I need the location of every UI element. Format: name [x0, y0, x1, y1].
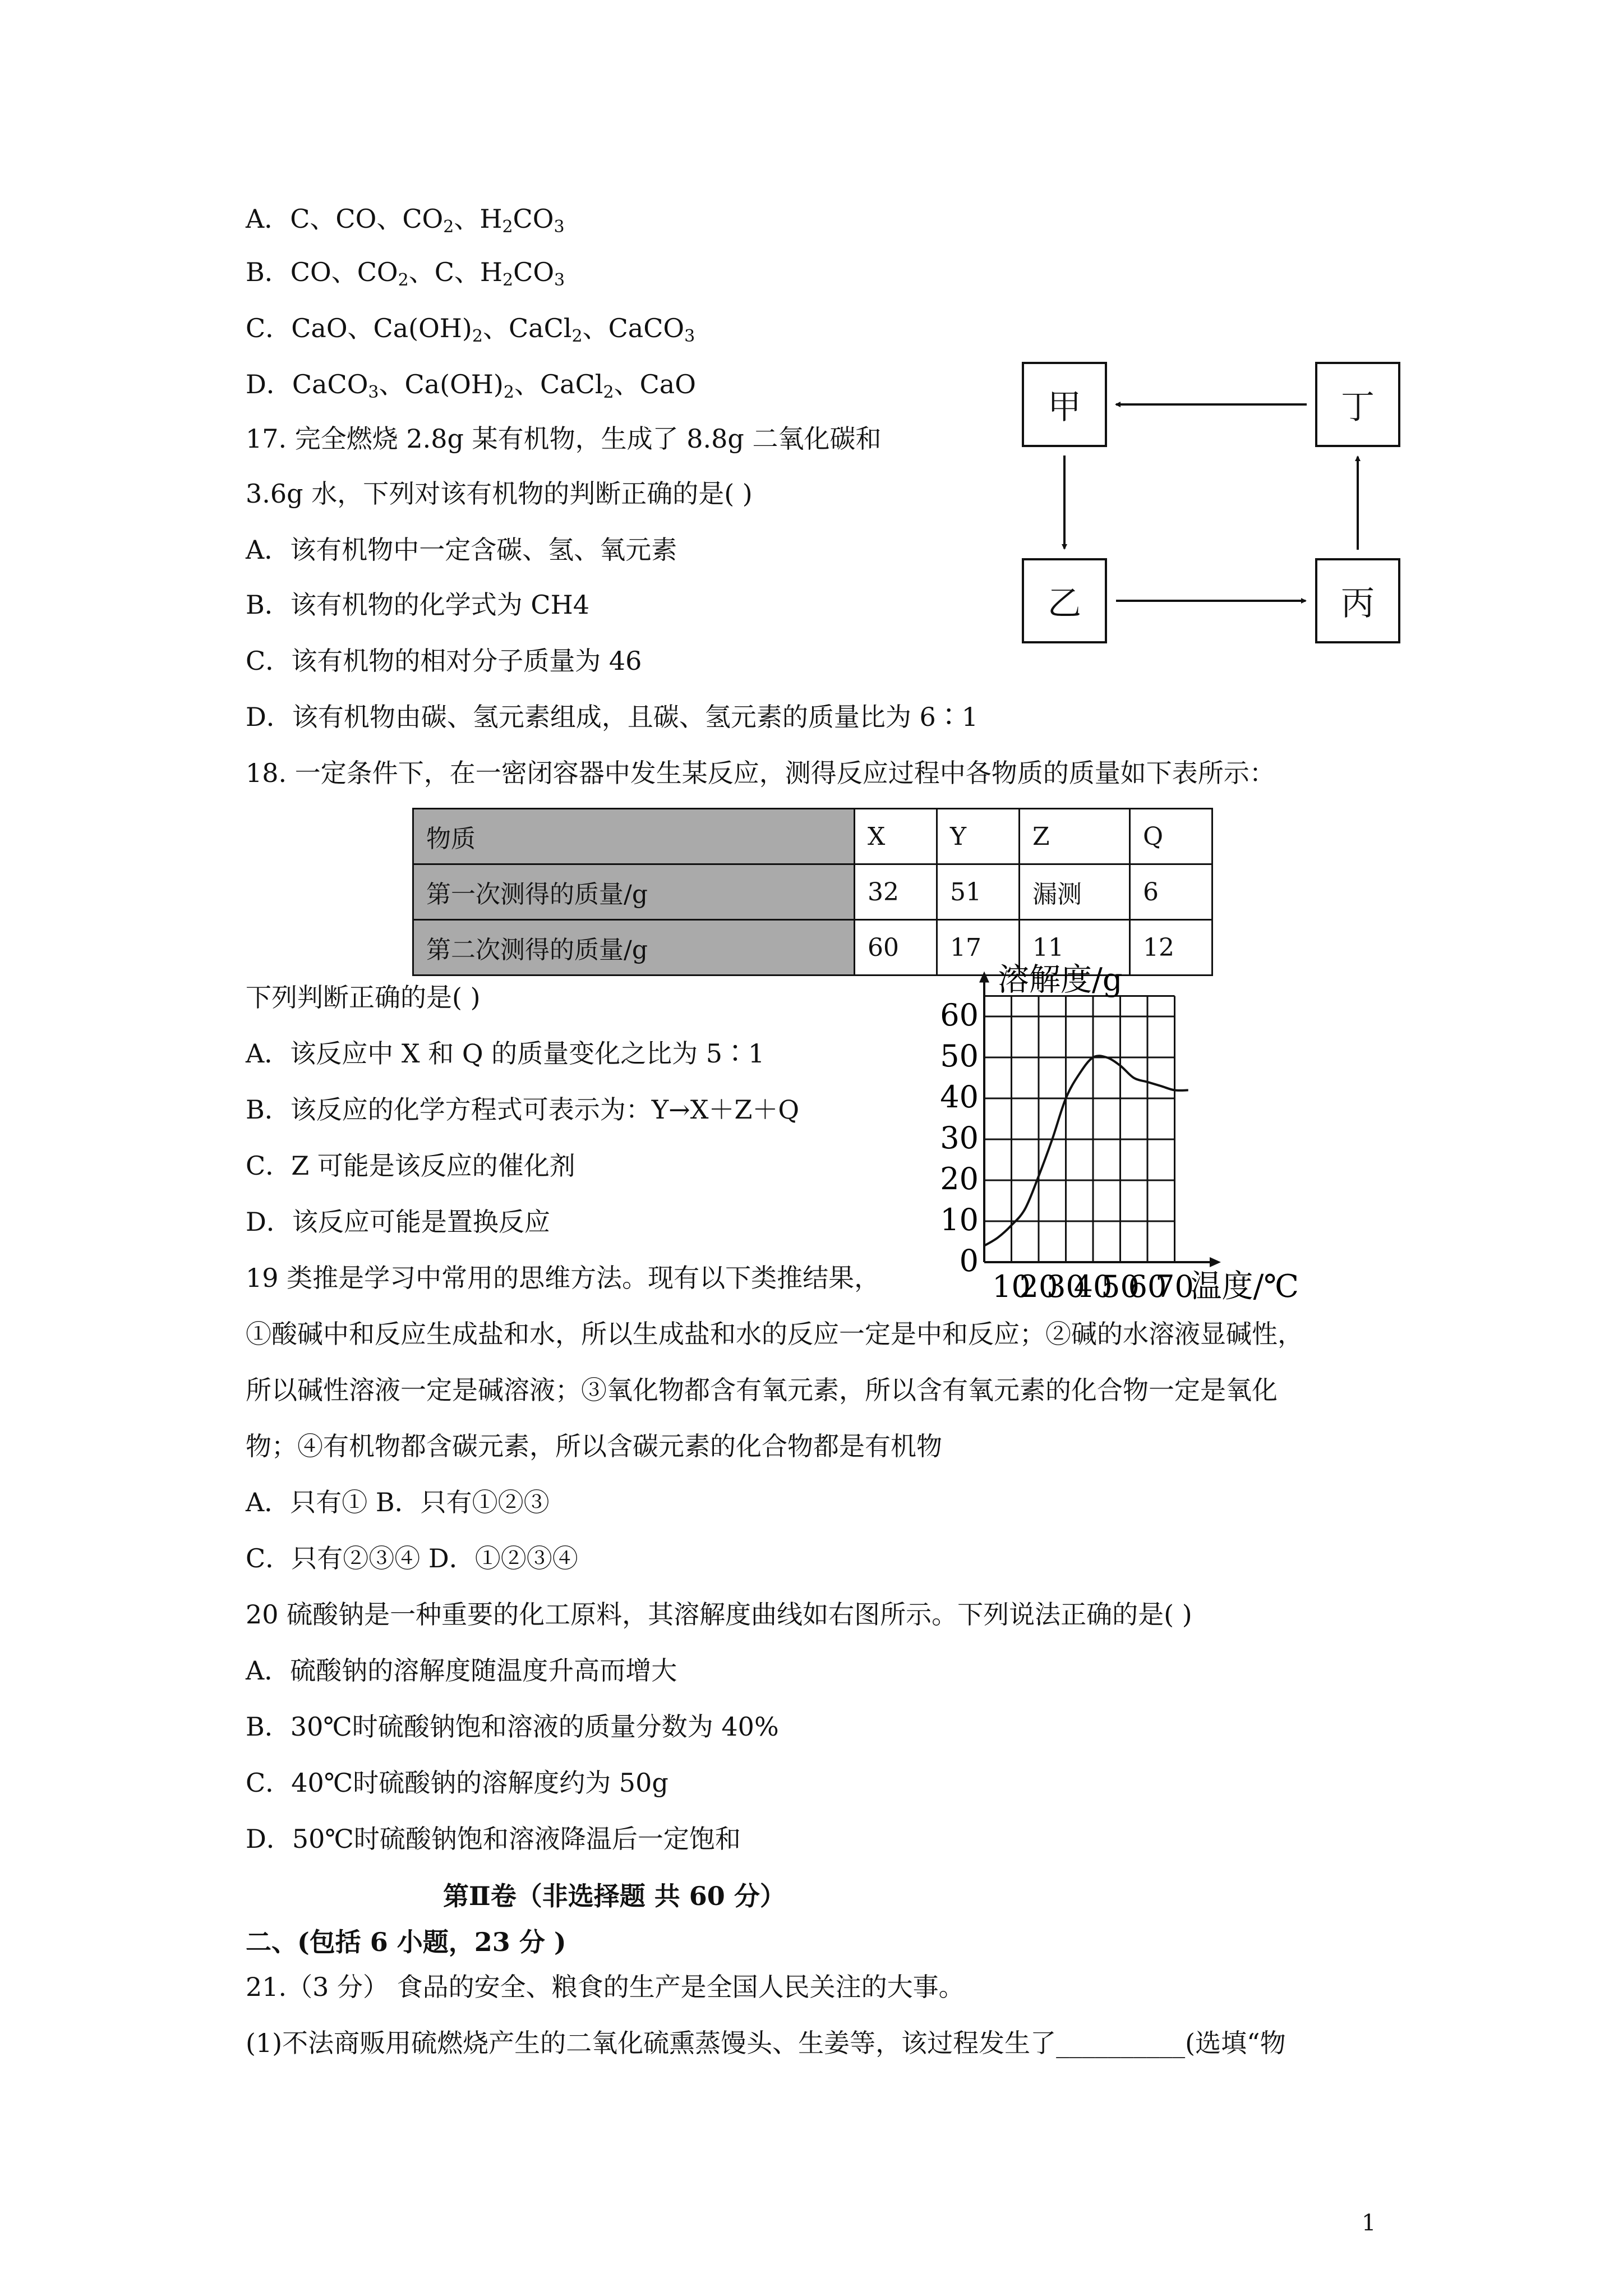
part-heading: 二、(包括 6 小题，23 分 ) [246, 1927, 566, 1957]
q20-option-c: C．40℃时硫酸钠的溶解度约为 50g [246, 1768, 668, 1798]
table-cell: 12 [1130, 920, 1212, 976]
diagram-box-yi: 乙 [1022, 558, 1107, 643]
x-tick-label: 30 [1046, 1269, 1085, 1304]
x-tick-label: 70 [1155, 1269, 1194, 1304]
table-row [413, 864, 1212, 920]
q19-stem: 19 类推是学习中常用的思维方法。现有以下类推结果， [246, 1263, 880, 1293]
y-tick-label: 60 [940, 997, 979, 1033]
table-header-cell: X [855, 809, 937, 864]
table-cell: 漏测 [1020, 864, 1130, 920]
diagram-box-bing: 丙 [1315, 558, 1400, 643]
q20-stem: 20 硫酸钠是一种重要的化工原料，其溶解度曲线如右图所示。下列说法正确的是( ) [246, 1599, 1192, 1630]
table-header-cell: 物质 [413, 809, 855, 864]
table-cell: 32 [855, 864, 937, 920]
q16-option-a: A．C、CO、$CO_2$、$H_2CO_3$ [246, 204, 565, 237]
table-cell: 第二次测得的质量/g [413, 920, 855, 976]
y-axis-arrow [979, 972, 989, 983]
q17-option-b: B．该有机物的化学式为 CH4 [246, 590, 590, 620]
table-cell: 51 [937, 864, 1020, 920]
q18-option-b: B．该反应的化学方程式可表示为：Y→X＋Z＋Q [246, 1094, 800, 1125]
table-cell: 11 [1020, 920, 1130, 976]
solubility-chart [934, 956, 1472, 1327]
table-cell: 第一次测得的质量/g [413, 864, 855, 920]
q19-options-cd: C．只有②③④ D．①②③④ [246, 1543, 578, 1573]
q18-stem: 18. 一定条件下，在一密闭容器中发生某反应，测得反应过程中各物质的质量如下表所示： [246, 758, 1275, 788]
x-tick-label: 50 [1101, 1269, 1140, 1304]
q18-option-a: A．该反应中 X 和 Q 的质量变化之比为 5∶1 [246, 1038, 765, 1069]
q16-option-d: D．CaCO$_3$、$Ca(OH)_2$、CaCl$_2$、CaO [246, 369, 696, 402]
q21-part-1: (1)不法商贩用硫燃烧产生的二氧化硫熏蒸馒头、生姜等，该过程发生了__________(选填“物 [246, 2028, 1286, 2058]
q17-option-c: C．该有机物的相对分子质量为 46 [246, 646, 642, 676]
section-title: 第Ⅱ卷（非选择题 共 60 分） [443, 1881, 786, 1911]
table-header-cell: Q [1130, 809, 1212, 864]
table-header-cell: Z [1020, 809, 1130, 864]
q16-option-b: B．CO、$CO_2$、C、$H_2CO_3$ [246, 257, 565, 290]
q20-option-a: A．硫酸钠的溶解度随温度升高而增大 [246, 1655, 677, 1686]
y-tick-label: 0 [959, 1243, 979, 1278]
q20-option-b: B．30℃时硫酸钠饱和溶液的质量分数为 40% [246, 1711, 779, 1742]
q17-stem-1: 17. 完全燃烧 2.8g 某有机物，生成了 8.8g 二氧化碳和 [246, 424, 882, 454]
q21-stem: 21.（3 分） 食品的安全、粮食的生产是全国人民关注的大事。 [246, 1972, 965, 2002]
y-tick-label: 10 [940, 1202, 979, 1237]
table-cell: 6 [1130, 864, 1212, 920]
q18-ask: 下列判断正确的是( ) [246, 982, 481, 1013]
page-number: 1 [1362, 2210, 1376, 2236]
x-axis-arrow [1210, 1257, 1221, 1267]
q19-options-ab: A．只有① B．只有①②③ [246, 1487, 550, 1517]
table-row [413, 809, 1212, 864]
y-tick-label: 40 [940, 1079, 979, 1115]
table-cell: 60 [855, 920, 937, 976]
q17-stem-2: 3.6g 水，下列对该有机物的判断正确的是( ) [246, 478, 753, 509]
q18-option-c: C．Z 可能是该反应的催化剂 [246, 1151, 575, 1181]
diagram-arrows [0, 0, 1623, 673]
q19-line-1: ①酸碱中和反应生成盐和水，所以生成盐和水的反应一定是中和反应；②碱的水溶液显碱性， [246, 1319, 1303, 1349]
y-tick-label: 30 [940, 1120, 979, 1156]
x-tick-label: 20 [1019, 1269, 1058, 1304]
y-tick-label: 20 [940, 1161, 979, 1197]
q17-option-a: A．该有机物中一定含碳、氢、氧元素 [246, 535, 677, 565]
table-header-cell: Y [937, 809, 1020, 864]
x-tick-label: 40 [1073, 1269, 1113, 1304]
q16-option-c: C．CaO、$Ca(OH)_2$、CaCl$_2$、CaCO$_3$ [246, 313, 695, 346]
q19-line-3: 物；④有机物都含碳元素，所以含碳元素的化合物都是有机物 [246, 1431, 942, 1461]
q19-line-2: 所以碱性溶液一定是碱溶液；③氧化物都含有氧元素，所以含有氧元素的化合物一定是氧化 [246, 1375, 1278, 1405]
x-tick-label: 10 [992, 1269, 1031, 1304]
x-tick-label: 60 [1128, 1269, 1167, 1304]
diagram-box-ding: 丁 [1315, 362, 1400, 447]
solubility-curve [984, 1056, 1188, 1246]
table-cell: 17 [937, 920, 1020, 976]
q18-data-table [412, 808, 1213, 976]
q18-option-d: D．该反应可能是置换反应 [246, 1207, 550, 1237]
q17-option-d: D．该有机物由碳、氢元素组成，且碳、氢元素的质量比为 6∶1 [246, 702, 979, 732]
x-axis-title: 温度/℃ [1190, 1268, 1299, 1305]
y-axis-title: 溶解度/g [998, 961, 1123, 999]
diagram-box-jia: 甲 [1022, 362, 1107, 447]
q20-option-d: D．50℃时硫酸钠饱和溶液降温后一定饱和 [246, 1824, 741, 1854]
y-tick-label: 50 [940, 1038, 979, 1074]
